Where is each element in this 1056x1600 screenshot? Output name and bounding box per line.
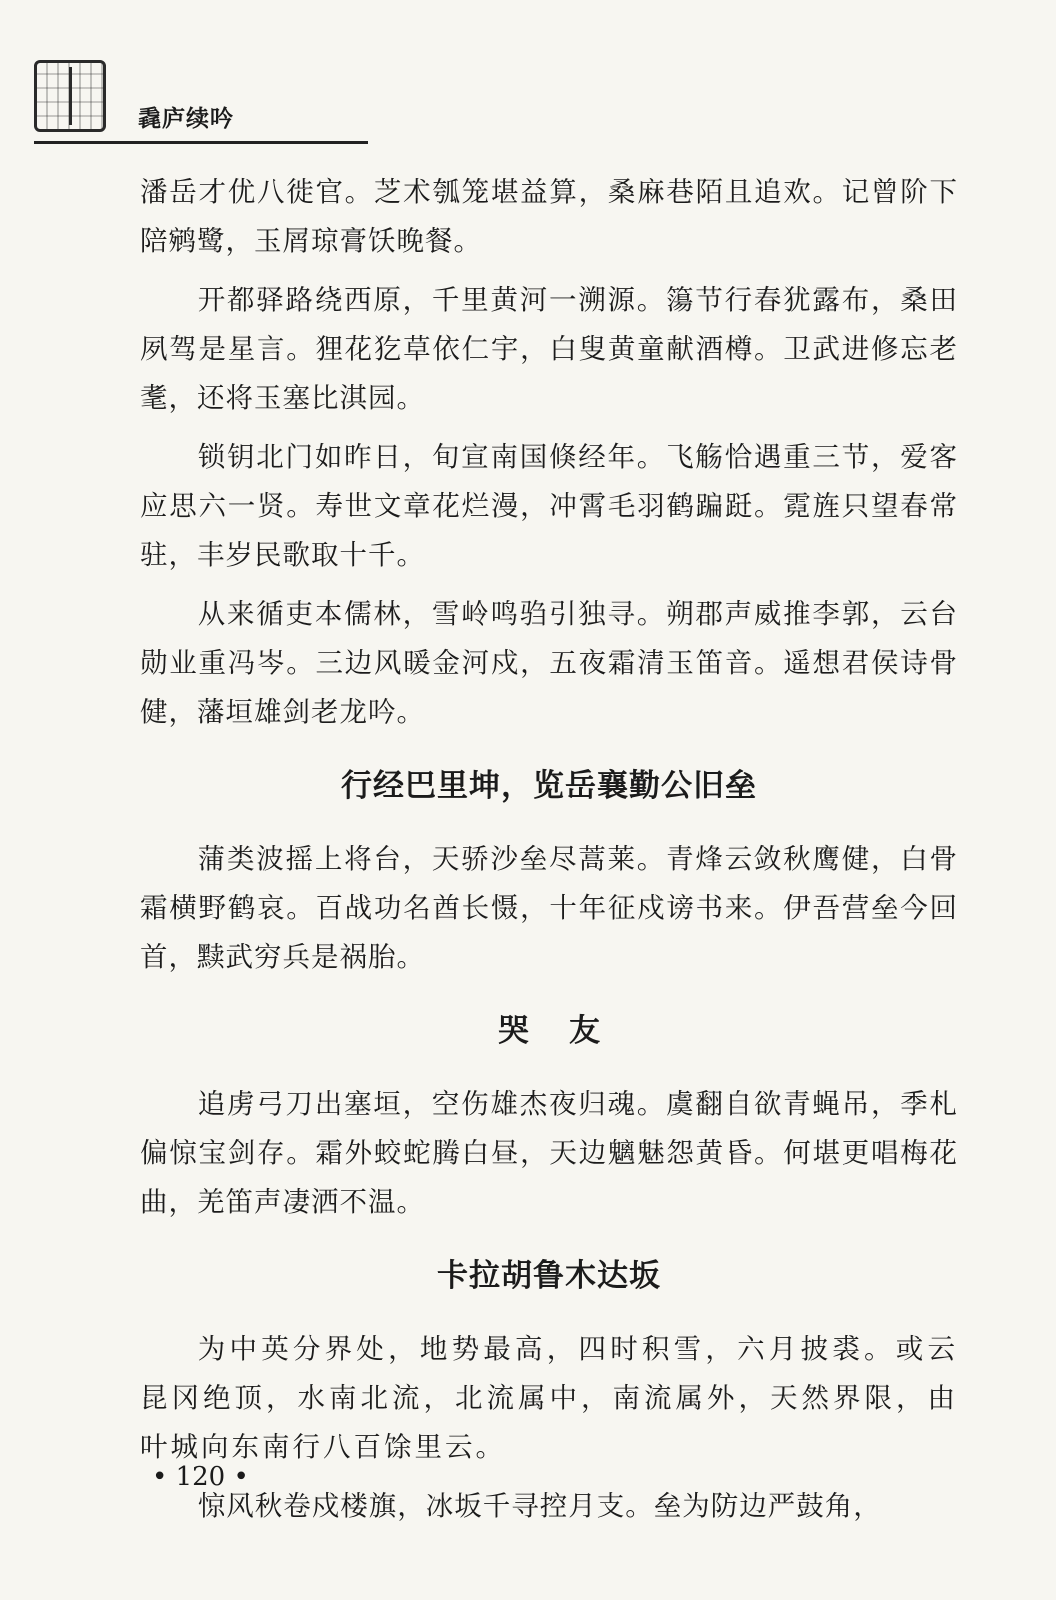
page-body bbox=[140, 168, 958, 1541]
paragraph: 开都驿路绕西原，千里黄河一溯源。簜节行春犹露布，桑田夙驾是星言。狸花犵草依仁宇，白叟黄童献酒樽。卫武进修忘老耄，还将玉塞比淇园。 bbox=[140, 284, 958, 414]
paragraph: 锁钥北门如昨日，旬宣南国倏经年。飞觞恰遇重三节，爱客应思六一贤。寿世文章花烂漫，冲霄毛羽鹤蹁跹。霓旌只望春常驻，丰岁民歌取十千。 bbox=[140, 441, 958, 571]
poem-title: 行经巴里坤，览岳襄勤公旧垒 bbox=[341, 768, 757, 804]
paragraph: 从来循吏本儒林，雪岭鸣驺引独寻。朔郡声威推李郭，云台勋业重冯岑。三边风暖金河戍，五夜霜清玉笛音。遥想君侯诗骨健，藩垣雄剑老龙吟。 bbox=[140, 598, 958, 728]
running-title: 毳庐续吟 bbox=[138, 106, 234, 132]
paragraph: 潘岳才优八徙官。芝术瓠笼堪益算，桑麻巷陌且追欢。记曾阶下陪鹓鹭，玉屑琼膏饫晚餐。 bbox=[140, 176, 958, 257]
poem-title: 卡拉胡鲁木达坂 bbox=[437, 1258, 661, 1294]
paragraph: 惊风秋卷戍楼旗，冰坂千寻控月支。垒为防边严鼓角， bbox=[197, 1490, 882, 1522]
paragraph: 追虏弓刀出塞垣，空伤雄杰夜归魂。虞翻自欲青蝇吊，季札偏惊宝剑存。霜外蛟蛇腾白昼，天边魑魅怨黄昏。何堪更唱梅花曲，羌笛声凄洒不温。 bbox=[140, 1088, 958, 1218]
page-number: • 120 • bbox=[152, 1462, 249, 1492]
header-rule bbox=[34, 141, 368, 144]
paragraph: 蒲类波摇上将台，天骄沙垒尽蒿莱。青烽云敛秋鹰健，白骨霜横野鹤哀。百战功名酋长慑，十年征戍谤书来。伊吾营垒今回首，黩武穷兵是祸胎。 bbox=[140, 843, 958, 973]
poem-title: 哭友 bbox=[498, 1013, 640, 1049]
seal-logo bbox=[34, 60, 106, 132]
preface-note: 为中英分界处，地势最高，四时积雪，六月披裘。或云昆冈绝顶，水南北流，北流属中，南流属外，天然界限，由叶城向东南行八百馀里云。 bbox=[140, 1333, 958, 1463]
